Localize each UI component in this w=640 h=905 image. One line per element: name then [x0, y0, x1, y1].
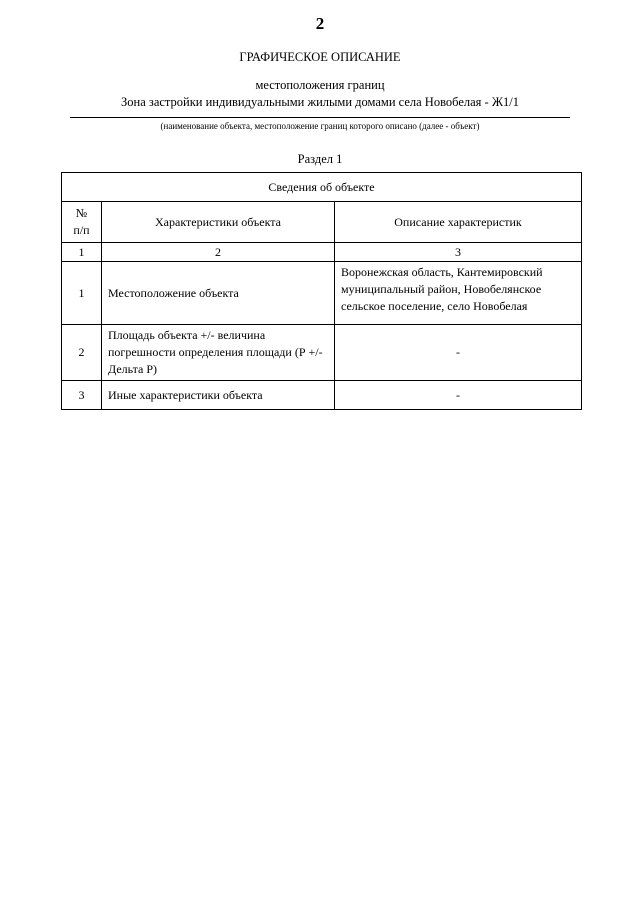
- document-title: ГРАФИЧЕСКОЕ ОПИСАНИЕ: [239, 50, 401, 64]
- table-row: [62, 381, 582, 410]
- column-number: 2: [102, 243, 335, 262]
- row-description: Воронежская область, Кантемировский муниципальный район, Новобелянское сельское поселение, село Новобелая: [335, 262, 582, 325]
- row-characteristic: Иные характеристики объекта: [102, 381, 335, 410]
- header-characteristic: Характеристики объекта: [102, 202, 335, 243]
- column-number-row: [62, 243, 582, 262]
- row-number: 1: [62, 262, 102, 325]
- table-row: [62, 325, 582, 381]
- column-number: 1: [62, 243, 102, 262]
- header-description: Описание характеристик: [335, 202, 582, 243]
- table-row: [62, 262, 582, 325]
- row-number: 3: [62, 381, 102, 410]
- column-number: 3: [335, 243, 582, 262]
- document-subtitle: местоположения границ: [255, 78, 385, 92]
- row-description: -: [335, 325, 582, 381]
- row-characteristic: Местоположение объекта: [102, 262, 335, 325]
- object-info-table: [61, 172, 582, 410]
- row-description: -: [335, 381, 582, 410]
- table-title: Сведения об объекте: [62, 173, 582, 202]
- section-title: Раздел 1: [297, 152, 343, 166]
- underline-divider: [70, 117, 570, 118]
- page-number: 2: [315, 14, 325, 33]
- object-caption: (наименование объекта, местоположение границ которого описано (далее - объект): [160, 121, 480, 131]
- table-title-row: [62, 173, 582, 202]
- object-name: Зона застройки индивидуальными жилыми домами села Новобелая - Ж1/1: [121, 95, 519, 109]
- row-number: 2: [62, 325, 102, 381]
- table-header-row: [62, 202, 582, 243]
- header-number: № п/п: [62, 202, 102, 243]
- row-characteristic: Площадь объекта +/- величина погрешности определения площади (Р +/- Дельта Р): [102, 325, 335, 381]
